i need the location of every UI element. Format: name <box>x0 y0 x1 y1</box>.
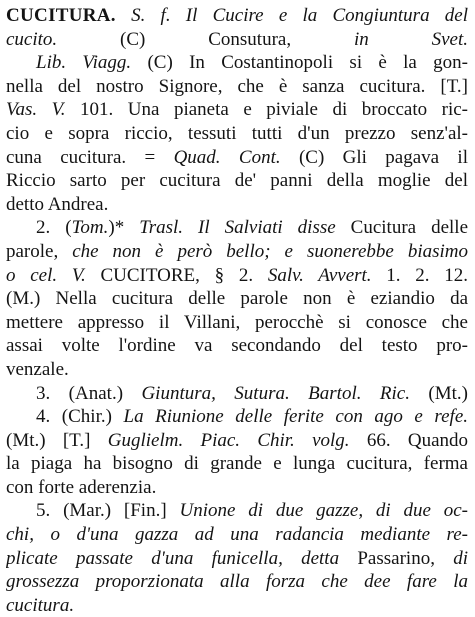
text-segment: 66. Quando <box>349 429 468 451</box>
text-line <box>6 476 468 500</box>
text-segment <box>116 5 131 26</box>
text-line <box>6 28 468 52</box>
text-segment: 2. ( <box>36 217 72 239</box>
text-line <box>6 311 468 335</box>
text-segment: Trasl. Il Salviati disse <box>139 217 336 239</box>
text-segment: grossezza proporzionata alla forza che dee fare la <box>6 571 468 593</box>
text-segment: Lib. Viagg. <box>36 52 132 74</box>
text-segment: cuna cucitura. = <box>6 146 174 168</box>
text-line <box>6 287 468 311</box>
text-line <box>6 405 468 429</box>
text-segment: (Mt.) [T.] <box>6 429 108 451</box>
text-line <box>6 452 468 476</box>
text-segment: plicate passate d'una funicella, detta <box>6 547 340 569</box>
headword: CUCITURA. <box>6 5 116 26</box>
text-line <box>6 570 468 594</box>
text-segment: mettere appresso il Villani, perocchè si conosce che <box>6 311 468 333</box>
text-segment: cucitura. <box>6 594 75 616</box>
text-segment: di <box>453 547 468 569</box>
text-line <box>6 240 468 264</box>
text-segment: Quad. Cont. <box>173 146 281 168</box>
text-segment: che non è però bello; e suonerebbe biasimo <box>72 240 468 262</box>
text-segment: (Mt.) <box>409 382 468 404</box>
text-line <box>6 358 468 382</box>
text-segment: la piaga ha bisogno di grande e lunga cucitura, ferma <box>6 453 468 475</box>
text-segment: 4. (Chir.) <box>36 406 124 428</box>
text-segment: cio e sopra riccio, tessuti tutti d'un prezzo senz'al- <box>6 122 468 144</box>
text-line <box>6 4 468 28</box>
text-line <box>6 169 468 193</box>
text-segment: o cel. V. <box>6 264 86 286</box>
text-segment: Riccio sarto per cucitura de' panni della moglie del <box>6 170 468 192</box>
text-segment: Passarino, <box>339 547 454 569</box>
text-segment: La Riunione delle ferite con ago e refe. <box>123 406 468 428</box>
text-segment: nella del nostro Signore, che è sanza cucitura. [T.] <box>6 75 468 97</box>
text-line <box>6 193 468 217</box>
text-line <box>6 334 468 358</box>
text-segment: detto Andrea. <box>6 193 109 215</box>
text-line <box>6 122 468 146</box>
text-segment: 1. 2. 12. <box>371 264 468 286</box>
text-line <box>6 523 468 547</box>
text-line <box>6 98 468 122</box>
dictionary-entry <box>6 4 468 617</box>
text-line <box>6 594 468 617</box>
text-segment: 3. (Anat.) <box>36 382 142 404</box>
text-segment: chi, o d'una gazza ad una radancia mediante re- <box>6 524 468 546</box>
text-segment: (C) Consutura, <box>57 28 354 50</box>
text-line <box>6 264 468 288</box>
text-segment: venzale. <box>6 358 69 380</box>
text-segment: 101. Una pianeta e piviale di broccato ric- <box>65 99 468 121</box>
text-segment: Giuntura, Sutura. Bartol. Ric. <box>141 382 410 404</box>
text-segment: Cucitura delle <box>335 217 468 239</box>
text-segment: )* <box>108 217 140 239</box>
text-segment: assai volte l'ordine va secondando del testo pro- <box>6 335 468 357</box>
text-segment: con forte aderenzia. <box>6 476 157 498</box>
text-segment: S. f. Il Cucire e la Congiuntura del <box>131 5 468 26</box>
text-segment: (M.) Nella cucitura delle parole non è eziandio da <box>6 288 468 310</box>
text-line <box>6 75 468 99</box>
text-segment: (C) In Costantinopoli si è la gon- <box>131 52 468 74</box>
text-segment: cucito. <box>6 28 58 50</box>
text-segment: Unione di due gazze, di due oc- <box>179 500 468 522</box>
text-segment: Salv. Avvert. <box>267 264 372 286</box>
text-segment: parole, <box>6 240 73 262</box>
text-line <box>6 146 468 170</box>
text-segment: CUCITORE, § 2. <box>85 264 268 286</box>
text-segment: Tom. <box>71 217 109 239</box>
text-line <box>6 51 468 75</box>
text-segment: Vas. V. <box>6 99 66 121</box>
text-segment: in Svet. <box>353 28 468 50</box>
text-segment: Guglielm. Piac. Chir. volg. <box>107 429 350 451</box>
text-segment: 5. (Mar.) [Fin.] <box>36 500 180 522</box>
text-line <box>6 216 468 240</box>
text-segment: (C) Gli pagava il <box>280 146 468 168</box>
text-line <box>6 547 468 571</box>
text-line <box>6 429 468 453</box>
text-line <box>6 499 468 523</box>
text-line <box>6 382 468 406</box>
